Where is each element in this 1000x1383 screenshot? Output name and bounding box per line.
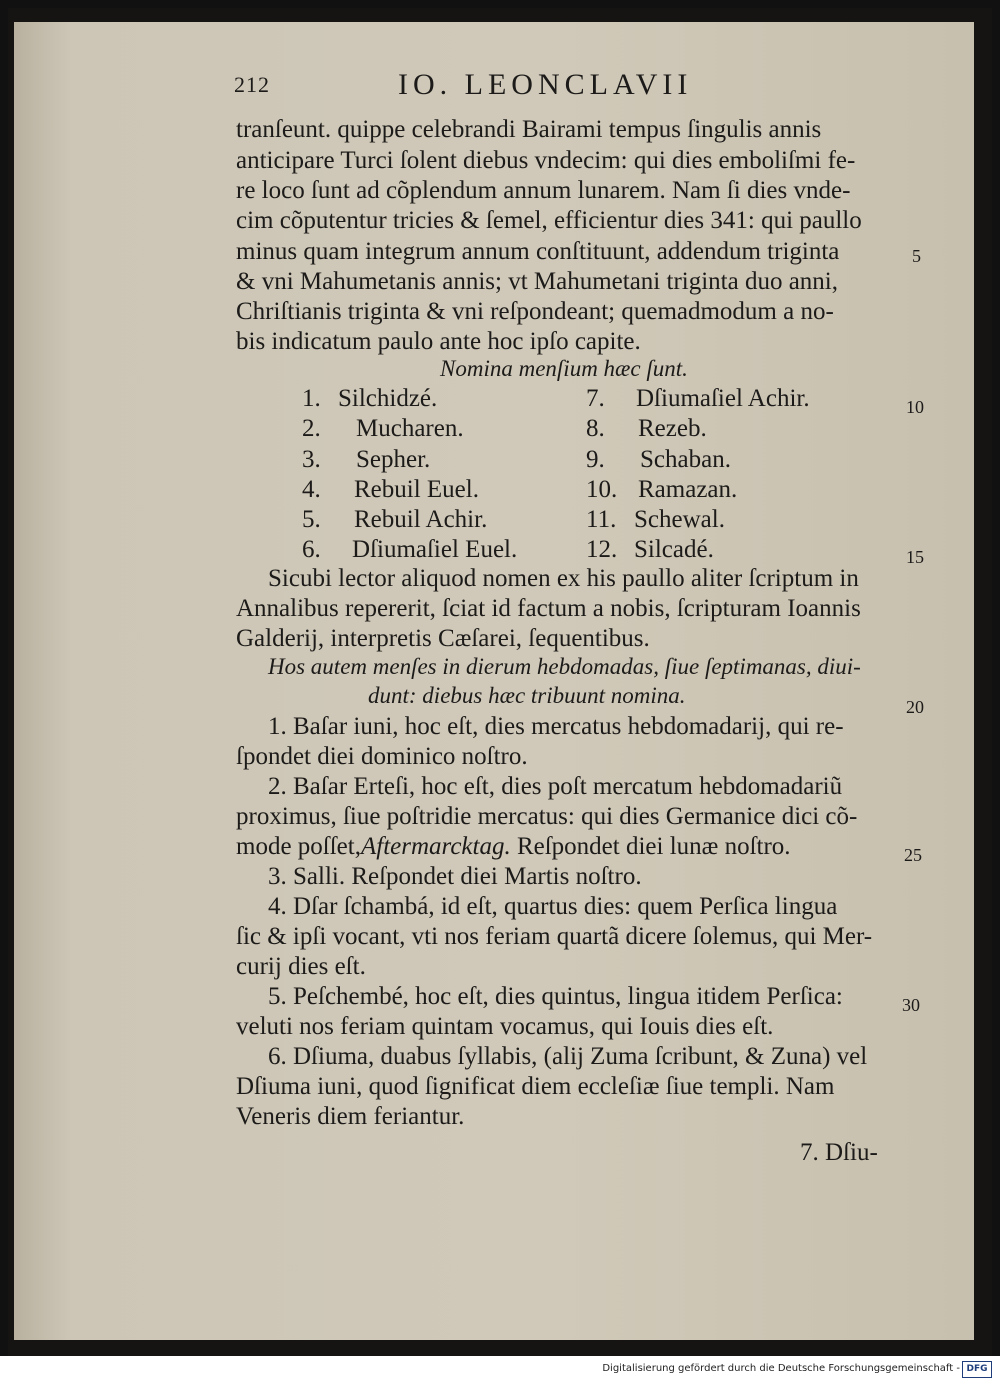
margin-line-number: 5 <box>912 246 921 266</box>
month-number: 9. <box>586 446 605 473</box>
month-name: Silchidzé. <box>338 385 438 412</box>
text-line: bis indicatum paulo ante hoc ipſo capite. <box>236 328 641 355</box>
month-name: Rebuil Euel. <box>354 476 479 503</box>
month-number: 1. <box>302 385 321 412</box>
month-name: Silcadé. <box>634 536 714 563</box>
month-name: Dſiumaſiel Euel. <box>352 536 518 563</box>
month-number: 10. <box>586 476 618 503</box>
text-line: Annalibus repererit, ſciat id factum a nobis, ſcripturam Ioannis <box>236 595 861 622</box>
month-name: Mucharen. <box>356 415 464 442</box>
month-number: 12. <box>586 536 618 563</box>
text-line: ſic & ipſi vocant, vti nos feriam quartã dicere ſolemus, qui Mer- <box>236 923 873 950</box>
text-line: ſpondet diei dominico noſtro. <box>236 743 528 770</box>
days-heading: Hos autem menſes in dierum hebdomadas, ſiue ſeptimanas, diui- <box>268 654 861 679</box>
month-number: 3. <box>302 446 321 473</box>
month-name: Ramazan. <box>638 476 738 503</box>
text-line: 2. Baſar Erteſi, hoc eſt, dies poſt mercatum hebdomadariũ <box>268 773 843 800</box>
month-name: Schaban. <box>640 446 731 473</box>
margin-line-number: 30 <box>902 995 920 1015</box>
month-number: 8. <box>586 415 605 442</box>
text-line: anticipare Turci ſolent diebus vndecim: qui dies emboliſmi fe- <box>236 147 856 174</box>
text-line: 3. Salli. Reſpondet diei Martis noſtro. <box>268 863 642 890</box>
text-line: 5. Peſchembé, hoc eſt, dies quintus, lingua itidem Perſica: <box>268 983 843 1010</box>
month-number: 6. <box>302 536 321 563</box>
text-line: 1. Baſar iuni, hoc eſt, dies mercatus hebdomadarij, qui re- <box>268 713 844 740</box>
text-span: mode poſſet, <box>236 833 361 860</box>
page-number: 212 <box>234 72 270 97</box>
catchword: 7. Dſiu- <box>800 1139 878 1166</box>
margin-line-number: 15 <box>906 547 924 567</box>
text-line: re loco ſunt ad cõplendum annum lunarem. Nam ſi dies vnde- <box>236 177 851 204</box>
margin-line-number: 20 <box>906 697 924 717</box>
italic-word: Aftermarcktag. <box>360 833 511 860</box>
text-line <box>236 834 791 859</box>
dfg-logo: DFG <box>962 1361 992 1378</box>
month-name: Schewal. <box>634 506 725 533</box>
month-number: 11. <box>586 506 617 533</box>
text-line: curij dies eſt. <box>236 953 366 980</box>
text-line: cim cõputentur tricies & ſemel, efficientur dies 341: qui paullo <box>236 207 862 234</box>
text-line: Dſiuma iuni, quod ſignificat diem eccleſiæ ſiue templi. Nam <box>236 1073 835 1100</box>
text-line: tranſeunt. quippe celebrandi Bairami tempus ſingulis annis <box>236 116 822 143</box>
month-name: Rebuil Achir. <box>354 506 488 533</box>
days-heading: dunt: diebus hæc tribuunt nomina. <box>368 683 686 708</box>
month-name: Rezeb. <box>638 415 707 442</box>
text-span: Reſpondet diei lunæ noſtro. <box>516 833 791 860</box>
text-line: proximus, ſiue poſtridie mercatus: qui dies Germanice dici cõ- <box>236 803 858 830</box>
month-number: 2. <box>302 415 321 442</box>
text-line: & vni Mahumetanis annis; vt Mahumetani triginta duo anni, <box>236 268 838 295</box>
margin-line-number: 25 <box>904 845 922 865</box>
text-line: 6. Dſiuma, duabus ſyllabis, (alij Zuma ſcribunt, & Zuna) vel <box>268 1043 868 1070</box>
text-line: Chriſtianis triginta & vni reſpondeant; quemadmodum a no- <box>236 298 834 325</box>
text-line: Veneris diem feriantur. <box>236 1103 465 1130</box>
month-number: 4. <box>302 476 321 503</box>
running-title: IO. LEONCLAVII <box>398 68 693 101</box>
text-line: 4. Dſar ſchambá, id eſt, quartus dies: quem Perſica lingua <box>268 893 838 920</box>
footer-bar <box>0 1356 1000 1383</box>
text-line: Sicubi lector aliquod nomen ex his paullo aliter ſcriptum in <box>268 565 859 592</box>
month-name: Sepher. <box>356 446 431 473</box>
text-line: veluti nos feriam quintam vocamus, qui Iouis dies eſt. <box>236 1013 774 1040</box>
months-heading: Nomina menſium hæc ſunt. <box>440 356 688 381</box>
month-name: Dſiumaſiel Achir. <box>636 385 810 412</box>
month-number: 5. <box>302 506 321 533</box>
funding-credit: Digitalisierung gefördert durch die Deutsche Forschungsgemeinschaft - <box>602 1363 960 1374</box>
month-number: 7. <box>586 385 605 412</box>
text-line: Galderij, interpretis Cæſarei, ſequentibus. <box>236 625 650 652</box>
margin-line-number: 10 <box>906 397 924 417</box>
text-line: minus quam integrum annum conſtituunt, addendum triginta <box>236 238 840 265</box>
